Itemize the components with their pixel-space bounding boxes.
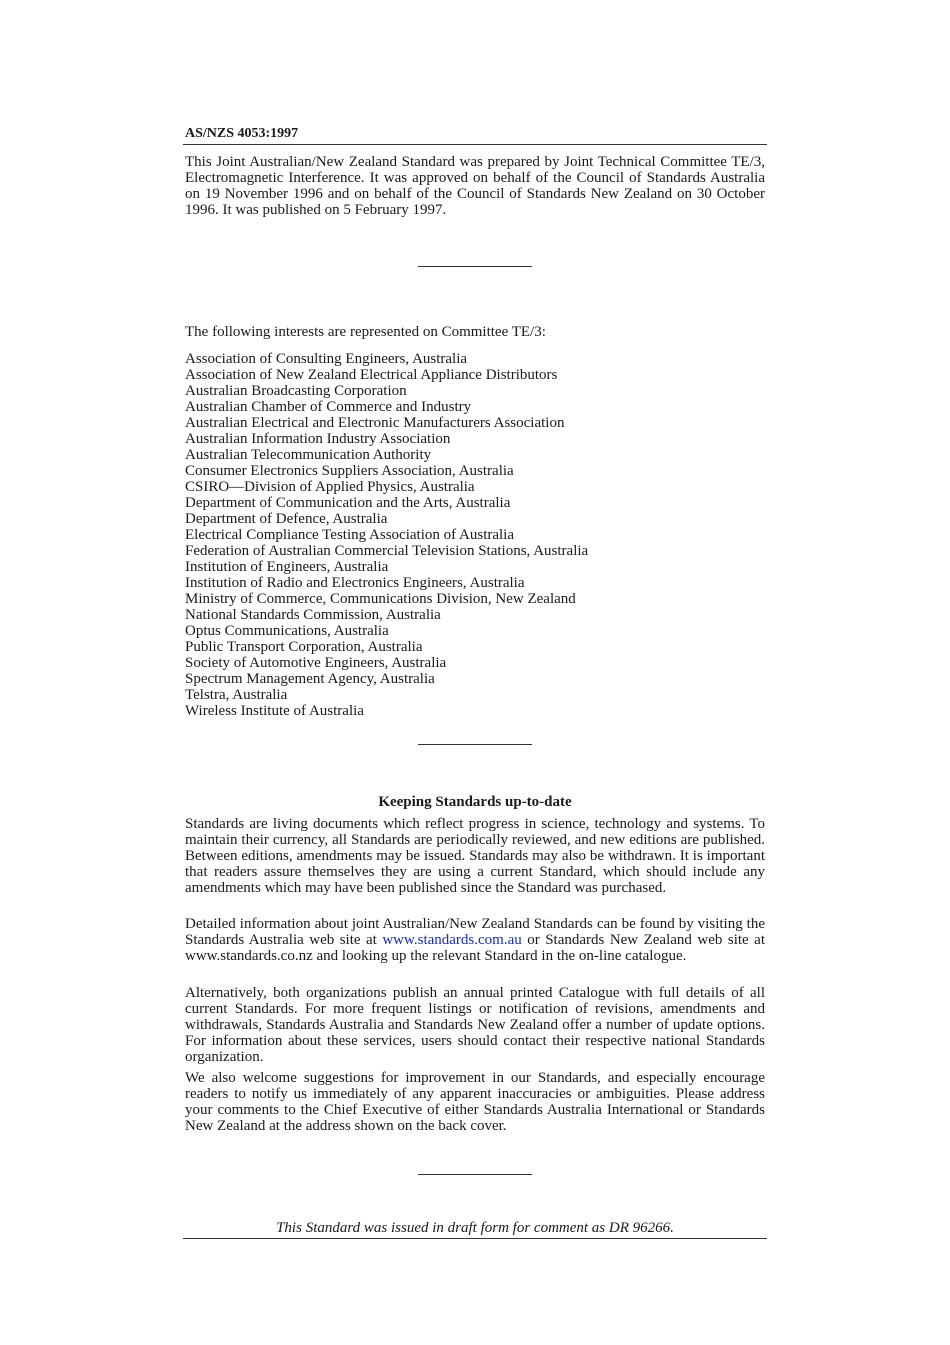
intro-paragraph: This Joint Australian/New Zealand Standard was prepared by Joint Technical Committee TE/3, Electromagnetic Interference. It was approved on behalf of the Council of Standards Australia on 19 November 1996 and on behalf of the Council of Standards New Zealand on 30 October 1996. It was published on 5 February 1997. [185, 154, 765, 218]
paragraph-catalogue: Alternatively, both organizations publish an annual printed Catalogue with full details of all current Standards. For more frequent listings or notification of revisions, amendments and withdrawals, Standards Australia and Standards New Zealand offer a number of update options. For information about these services, users should contact their respective national Standards organization. [185, 985, 765, 1065]
committee-member: Optus Communications, Australia [185, 623, 389, 639]
committee-member: Department of Defence, Australia [185, 511, 388, 527]
document-identifier: AS/NZS 4053:1997 [185, 126, 299, 141]
committee-member: Australian Electrical and Electronic Manufacturers Association [185, 415, 565, 431]
paragraph-online-info [185, 916, 765, 964]
committee-member: Department of Communication and the Arts, Australia [185, 495, 511, 511]
committee-member: National Standards Commission, Australia [185, 607, 441, 623]
committee-member: Association of Consulting Engineers, Australia [185, 351, 468, 367]
committee-member: Australian Information Industry Association [185, 431, 451, 447]
section-divider [418, 1174, 532, 1175]
committee-member: Ministry of Commerce, Communications Division, New Zealand [185, 591, 576, 607]
committee-member: Wireless Institute of Australia [185, 703, 364, 719]
committee-member: Australian Chamber of Commerce and Industry [185, 399, 472, 415]
paragraph-living-documents: Standards are living documents which reflect progress in science, technology and systems. To maintain their currency, all Standards are periodically reviewed, and new editions are published. Between editions, amendments may be issued. Standards may also be withdrawn. It is important that readers assure themselves they are using a current Standard, which should include any amendments which may have been published since the Standard was purchased. [185, 816, 765, 896]
paragraph-text: Detailed information about joint Australian/New Zealand Standards can be found by visiting the Standards Australia web site at [185, 916, 765, 948]
header-rule [183, 144, 767, 145]
footer-rule [183, 1238, 767, 1239]
committee-heading: The following interests are represented on Committee TE/3: [185, 324, 546, 340]
section-divider [418, 266, 532, 267]
committee-member: CSIRO—Division of Applied Physics, Australia [185, 479, 475, 495]
section-heading: Keeping Standards up-to-date [378, 794, 572, 810]
committee-member-list [185, 351, 588, 719]
committee-member: Institution of Radio and Electronics Engineers, Australia [185, 575, 525, 591]
paragraph-suggestions: We also welcome suggestions for improvement in our Standards, and especially encourage readers to notify us immediately of any apparent inaccuracies or ambiguities. Please address your comments to the Chief Executive of either Standards Australia International or Standards New Zealand at the address shown on the back cover. [185, 1070, 765, 1134]
committee-member: Public Transport Corporation, Australia [185, 639, 423, 655]
paragraph-text: or Standards New Zealand web site at www.standards.co.nz and looking up the relevant Standard in the on-line catalogue. [185, 932, 765, 964]
committee-member: Consumer Electronics Suppliers Association, Australia [185, 463, 514, 479]
standards-australia-link[interactable]: www.standards.com.au [382, 932, 522, 948]
committee-member: Australian Broadcasting Corporation [185, 383, 407, 399]
committee-member: Electrical Compliance Testing Association of Australia [185, 527, 515, 543]
draft-note: This Standard was issued in draft form for comment as DR 96266. [276, 1220, 674, 1236]
committee-member: Federation of Australian Commercial Television Stations, Australia [185, 543, 589, 559]
committee-member: Australian Telecommunication Authority [185, 447, 432, 463]
committee-member: Telstra, Australia [185, 687, 288, 703]
committee-member: Spectrum Management Agency, Australia [185, 671, 435, 687]
committee-member: Institution of Engineers, Australia [185, 559, 389, 575]
committee-member: Association of New Zealand Electrical Appliance Distributors [185, 367, 558, 383]
committee-member: Society of Automotive Engineers, Australia [185, 655, 447, 671]
section-divider [418, 744, 532, 745]
